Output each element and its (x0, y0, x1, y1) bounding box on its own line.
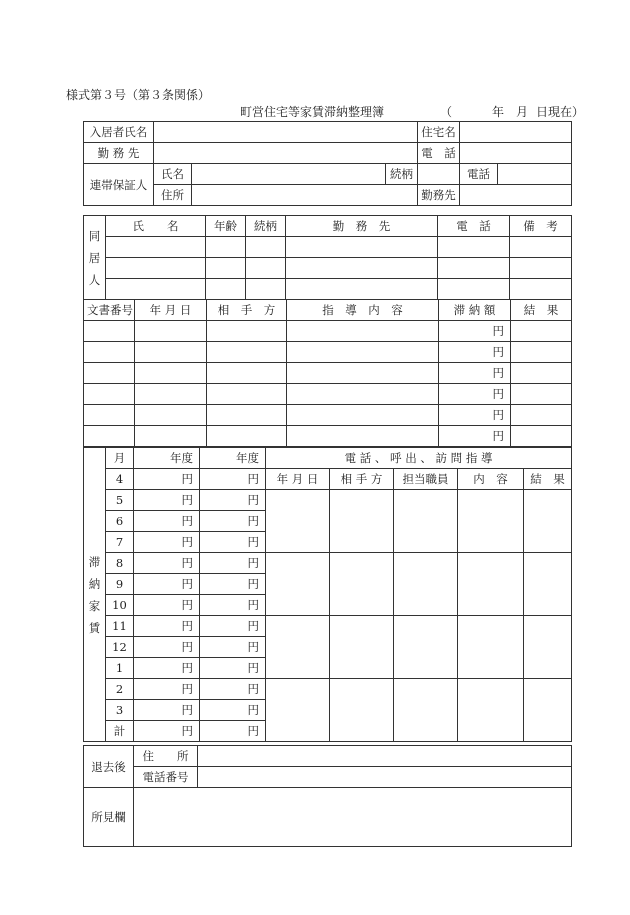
yen-unit: 円 (134, 469, 200, 490)
month-label: 9 (106, 574, 134, 595)
yen-unit: 円 (200, 469, 266, 490)
document-row (84, 384, 572, 405)
yen-unit: 円 (134, 658, 200, 679)
form-number-label: 様式第３号（第３条関係） (66, 88, 211, 102)
doc-col-party: 相 手 方 (207, 300, 287, 321)
guarantor-label: 連帯保証人 (84, 164, 154, 206)
guarantor-name-label: 氏名 (154, 164, 192, 185)
guidance-title: 電 話 、 呼 出 、 訪 問 指 導 (266, 448, 572, 469)
month-label: 2 (106, 679, 134, 700)
guidance-cell[interactable] (458, 490, 524, 553)
yen-unit: 円 (439, 342, 511, 363)
after-phone-label: 電話番号 (134, 767, 198, 788)
guarantor-relation-field[interactable] (418, 164, 460, 185)
guidance-cell[interactable] (524, 553, 572, 616)
doc-col-date: 年 月 日 (135, 300, 207, 321)
yen-unit: 円 (134, 637, 200, 658)
guidance-cell[interactable] (524, 679, 572, 742)
yen-unit: 円 (200, 553, 266, 574)
arrears-table (83, 447, 572, 742)
workplace-field[interactable] (154, 143, 418, 164)
month-label: 12 (106, 637, 134, 658)
guidance-cell[interactable] (330, 679, 394, 742)
yen-unit: 円 (134, 616, 200, 637)
yen-unit: 円 (134, 511, 200, 532)
guarantor-address-label: 住所 (154, 185, 192, 206)
yen-unit: 円 (200, 658, 266, 679)
month-label: 3 (106, 700, 134, 721)
yen-unit: 円 (439, 363, 511, 384)
cohabitant-label: 同 居 人 (84, 216, 106, 300)
cohabitant-row (84, 258, 572, 279)
yen-unit: 円 (200, 574, 266, 595)
document-row (84, 342, 572, 363)
guarantor-address-field[interactable] (192, 185, 418, 206)
guidance-cell[interactable] (266, 553, 330, 616)
title-row (240, 103, 585, 119)
cohabitant-col-remarks: 備 考 (510, 216, 572, 237)
guidance-col-party: 相 手 方 (330, 469, 394, 490)
month-label: 5 (106, 490, 134, 511)
yen-unit: 円 (200, 721, 266, 742)
yen-unit: 円 (439, 426, 511, 447)
cohabitant-col-name: 氏 名 (106, 216, 206, 237)
remarks-label: 所見欄 (84, 788, 134, 847)
tenant-table (83, 121, 572, 206)
guidance-cell[interactable] (330, 616, 394, 679)
yen-unit: 円 (134, 553, 200, 574)
yen-unit: 円 (134, 700, 200, 721)
month-label: 11 (106, 616, 134, 637)
cohabitant-col-age: 年齢 (206, 216, 246, 237)
date-month-label: 月 (516, 105, 529, 119)
yen-unit: 円 (134, 574, 200, 595)
guidance-cell[interactable] (394, 616, 458, 679)
guidance-cell[interactable] (266, 679, 330, 742)
guidance-cell[interactable] (330, 490, 394, 553)
document-row (84, 321, 572, 342)
yen-unit: 円 (200, 616, 266, 637)
workplace-label: 勤 務 先 (84, 143, 154, 164)
date-year-label: 年 (492, 105, 505, 119)
arrears-col-month: 月 (106, 448, 134, 469)
guidance-cell[interactable] (524, 616, 572, 679)
doc-col-amount: 滞 納 額 (439, 300, 511, 321)
yen-unit: 円 (134, 490, 200, 511)
house-name-label: 住宅名 (418, 122, 460, 143)
arrears-col-fiscal-year-1: 年度 (134, 448, 200, 469)
month-label: 1 (106, 658, 134, 679)
guidance-cell[interactable] (330, 553, 394, 616)
remarks-field[interactable] (134, 788, 572, 847)
yen-unit: 円 (200, 700, 266, 721)
document-row (84, 426, 572, 447)
house-name-field[interactable] (460, 122, 572, 143)
date-day-label: 日現在） (536, 105, 585, 119)
guidance-col-result: 結 果 (524, 469, 572, 490)
date-open-paren: （ (440, 105, 453, 119)
yen-unit: 円 (200, 595, 266, 616)
document-row (84, 405, 572, 426)
total-label: 計 (106, 721, 134, 742)
guidance-cell[interactable] (266, 490, 330, 553)
after-leaving-label: 退去後 (84, 746, 134, 788)
after-address-field[interactable] (198, 746, 572, 767)
guidance-cell[interactable] (266, 616, 330, 679)
guidance-cell[interactable] (458, 679, 524, 742)
yen-unit: 円 (134, 721, 200, 742)
cohabitant-col-relation: 続柄 (246, 216, 286, 237)
guarantor-relation-label: 続柄 (386, 164, 418, 185)
phone-field[interactable] (460, 143, 572, 164)
cohabitant-table (83, 215, 572, 300)
doc-col-result: 結 果 (511, 300, 572, 321)
after-phone-field[interactable] (198, 767, 572, 788)
after-leaving-table (83, 745, 572, 847)
cohabitant-row (84, 279, 572, 300)
guidance-cell[interactable] (394, 490, 458, 553)
yen-unit: 円 (200, 637, 266, 658)
yen-unit: 円 (200, 532, 266, 553)
guidance-cell[interactable] (394, 553, 458, 616)
guarantor-phone-label: 電話 (460, 164, 498, 185)
yen-unit: 円 (134, 595, 200, 616)
tenant-name-label: 入居者氏名 (84, 122, 154, 143)
yen-unit: 円 (439, 321, 511, 342)
month-label: 8 (106, 553, 134, 574)
guarantor-workplace-field[interactable] (460, 185, 572, 206)
doc-col-content: 指 導 内 容 (287, 300, 439, 321)
guidance-cell[interactable] (458, 553, 524, 616)
month-label: 4 (106, 469, 134, 490)
guidance-cell[interactable] (458, 616, 524, 679)
yen-unit: 円 (439, 405, 511, 426)
guidance-cell[interactable] (524, 490, 572, 553)
yen-unit: 円 (134, 532, 200, 553)
guidance-col-staff: 担当職員 (394, 469, 458, 490)
yen-unit: 円 (200, 490, 266, 511)
cohabitant-row (84, 237, 572, 258)
month-label: 10 (106, 595, 134, 616)
guidance-col-content: 内 容 (458, 469, 524, 490)
guidance-cell[interactable] (394, 679, 458, 742)
yen-unit: 円 (200, 511, 266, 532)
month-label: 6 (106, 511, 134, 532)
yen-unit: 円 (134, 679, 200, 700)
yen-unit: 円 (439, 384, 511, 405)
cohabitant-col-phone: 電 話 (438, 216, 510, 237)
phone-label: 電 話 (418, 143, 460, 164)
arrears-col-fiscal-year-2: 年度 (200, 448, 266, 469)
guarantor-name-field[interactable] (192, 164, 386, 185)
document-row (84, 363, 572, 384)
guidance-col-date: 年 月 日 (266, 469, 330, 490)
yen-unit: 円 (200, 679, 266, 700)
document-table (83, 299, 572, 447)
month-label: 7 (106, 532, 134, 553)
cohabitant-col-workplace: 勤 務 先 (286, 216, 438, 237)
tenant-name-field[interactable] (154, 122, 418, 143)
arrears-label: 滞 納 家 賃 (84, 448, 106, 742)
form-title: 町営住宅等家賃滞納整理簿 (240, 105, 385, 119)
doc-col-number: 文書番号 (84, 300, 135, 321)
guarantor-workplace-label: 勤務先 (418, 185, 460, 206)
guarantor-phone-field[interactable] (498, 164, 572, 185)
after-address-label: 住 所 (134, 746, 198, 767)
